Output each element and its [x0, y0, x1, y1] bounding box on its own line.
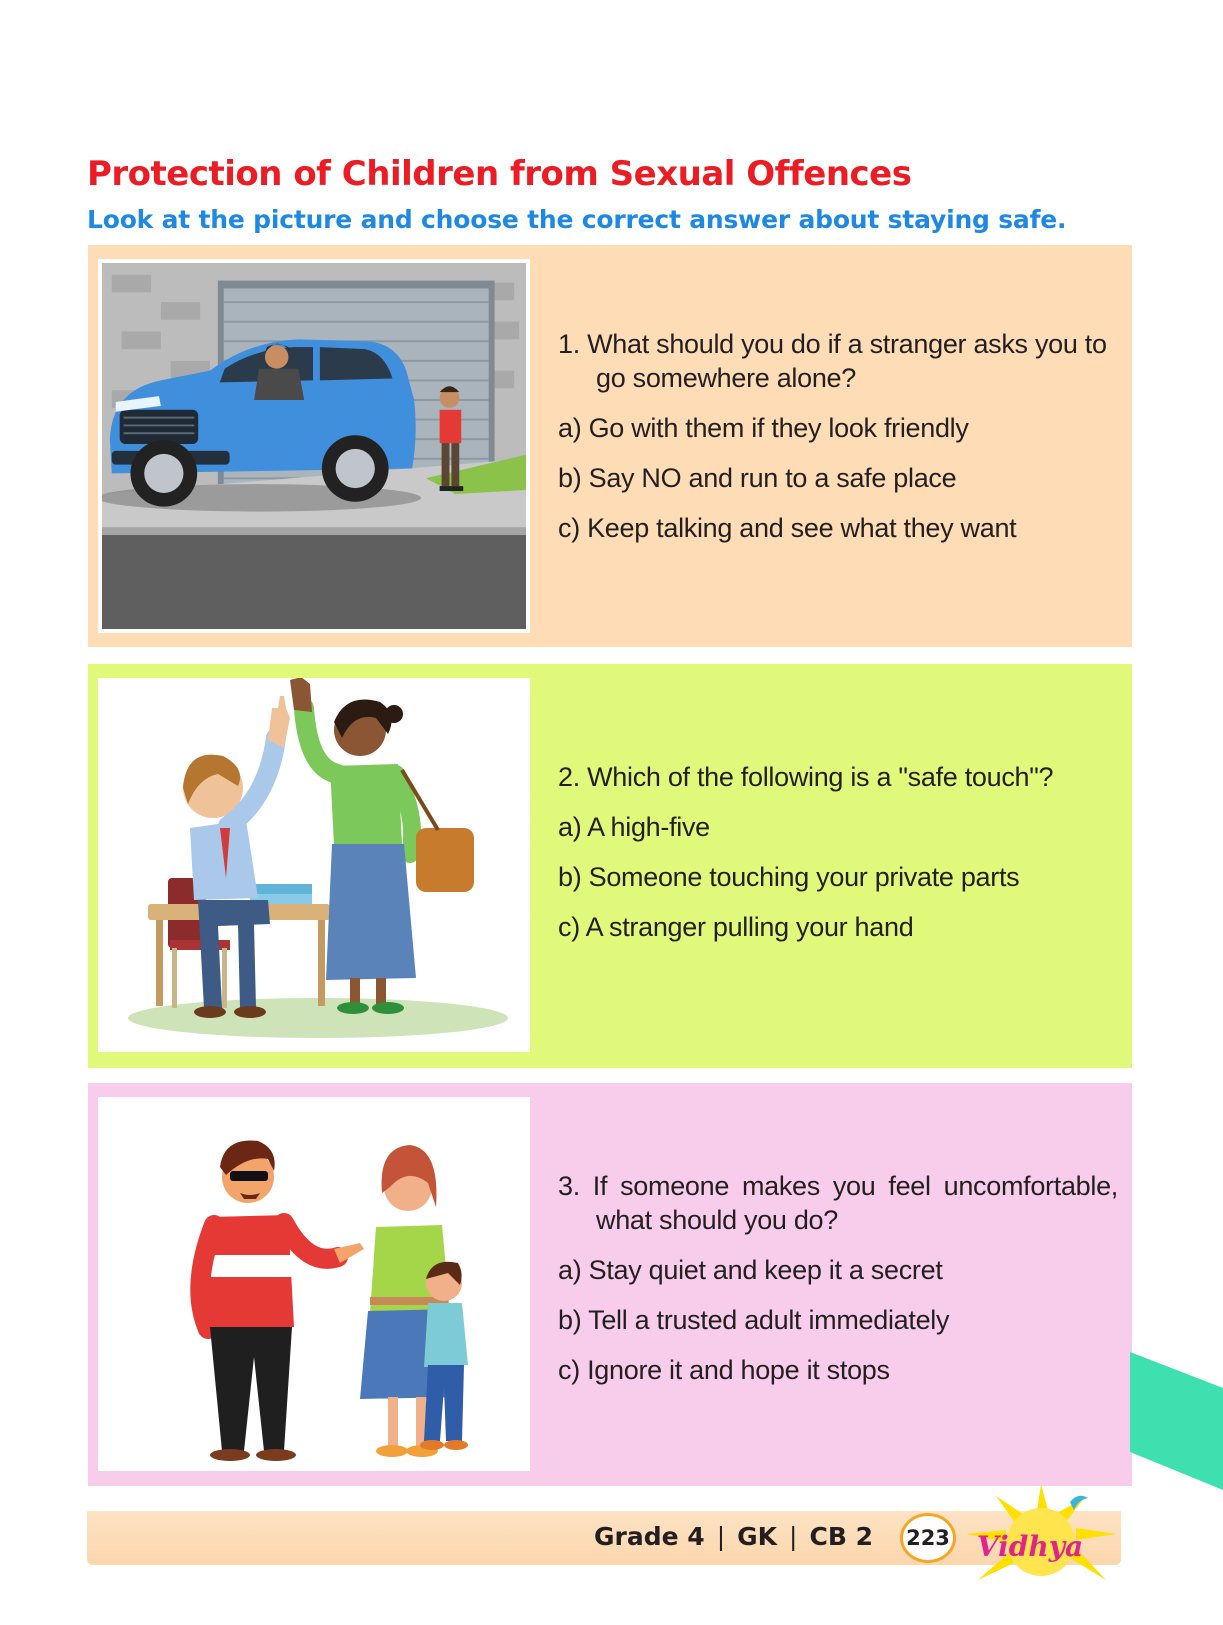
question-1-text: 1. What should you do if a stranger asks you to go somewhere alone? — [558, 329, 1107, 393]
question-2 — [558, 760, 1118, 960]
footer-label — [594, 1522, 873, 1551]
high-five-illustration — [98, 678, 530, 1052]
question-panel-1 — [88, 245, 1132, 647]
question-1-option-a[interactable]: a) Go with them if they look friendly — [558, 413, 969, 443]
footer-book: CB 2 — [809, 1522, 873, 1551]
question-3-option-a[interactable]: a) Stay quiet and keep it a secret — [558, 1255, 943, 1285]
footer-subject: GK — [737, 1522, 778, 1551]
question-panel-2 — [88, 664, 1132, 1068]
question-2-option-c[interactable]: c) A stranger pulling your hand — [558, 912, 914, 942]
question-panel-3 — [88, 1083, 1132, 1486]
question-3-text: 3. If someone makes you feel uncomfortable, what should you do? — [558, 1171, 1118, 1235]
question-2-option-b[interactable]: b) Someone touching your private parts — [558, 862, 1020, 892]
uncomfortable-situation-illustration — [98, 1097, 530, 1471]
question-1-option-b[interactable]: b) Say NO and run to a safe place — [558, 463, 957, 493]
question-3 — [558, 1169, 1118, 1403]
page-number-badge — [900, 1513, 956, 1563]
footer-separator: | — [789, 1522, 798, 1551]
question-1-option-c[interactable]: c) Keep talking and see what they want — [558, 513, 1017, 543]
question-2-text: 2. Which of the following is a "safe touch"? — [558, 762, 1054, 792]
stranger-car-illustration — [98, 259, 530, 633]
footer-separator: | — [716, 1522, 726, 1551]
page-title: Protection of Children from Sexual Offences — [87, 154, 912, 194]
side-tab-decoration — [1130, 1352, 1223, 1490]
page-number: 223 — [906, 1526, 950, 1550]
footer-grade: Grade 4 — [594, 1522, 705, 1551]
question-2-option-a[interactable]: a) A high-five — [558, 812, 710, 842]
brand-logo-icon — [966, 1484, 1116, 1594]
question-1 — [558, 327, 1118, 561]
question-3-option-c[interactable]: c) Ignore it and hope it stops — [558, 1355, 890, 1385]
brand-name: Vidhya — [976, 1530, 1084, 1563]
question-3-option-b[interactable]: b) Tell a trusted adult immediately — [558, 1305, 950, 1335]
page-subtitle: Look at the picture and choose the correct answer about staying safe. — [87, 205, 1067, 234]
